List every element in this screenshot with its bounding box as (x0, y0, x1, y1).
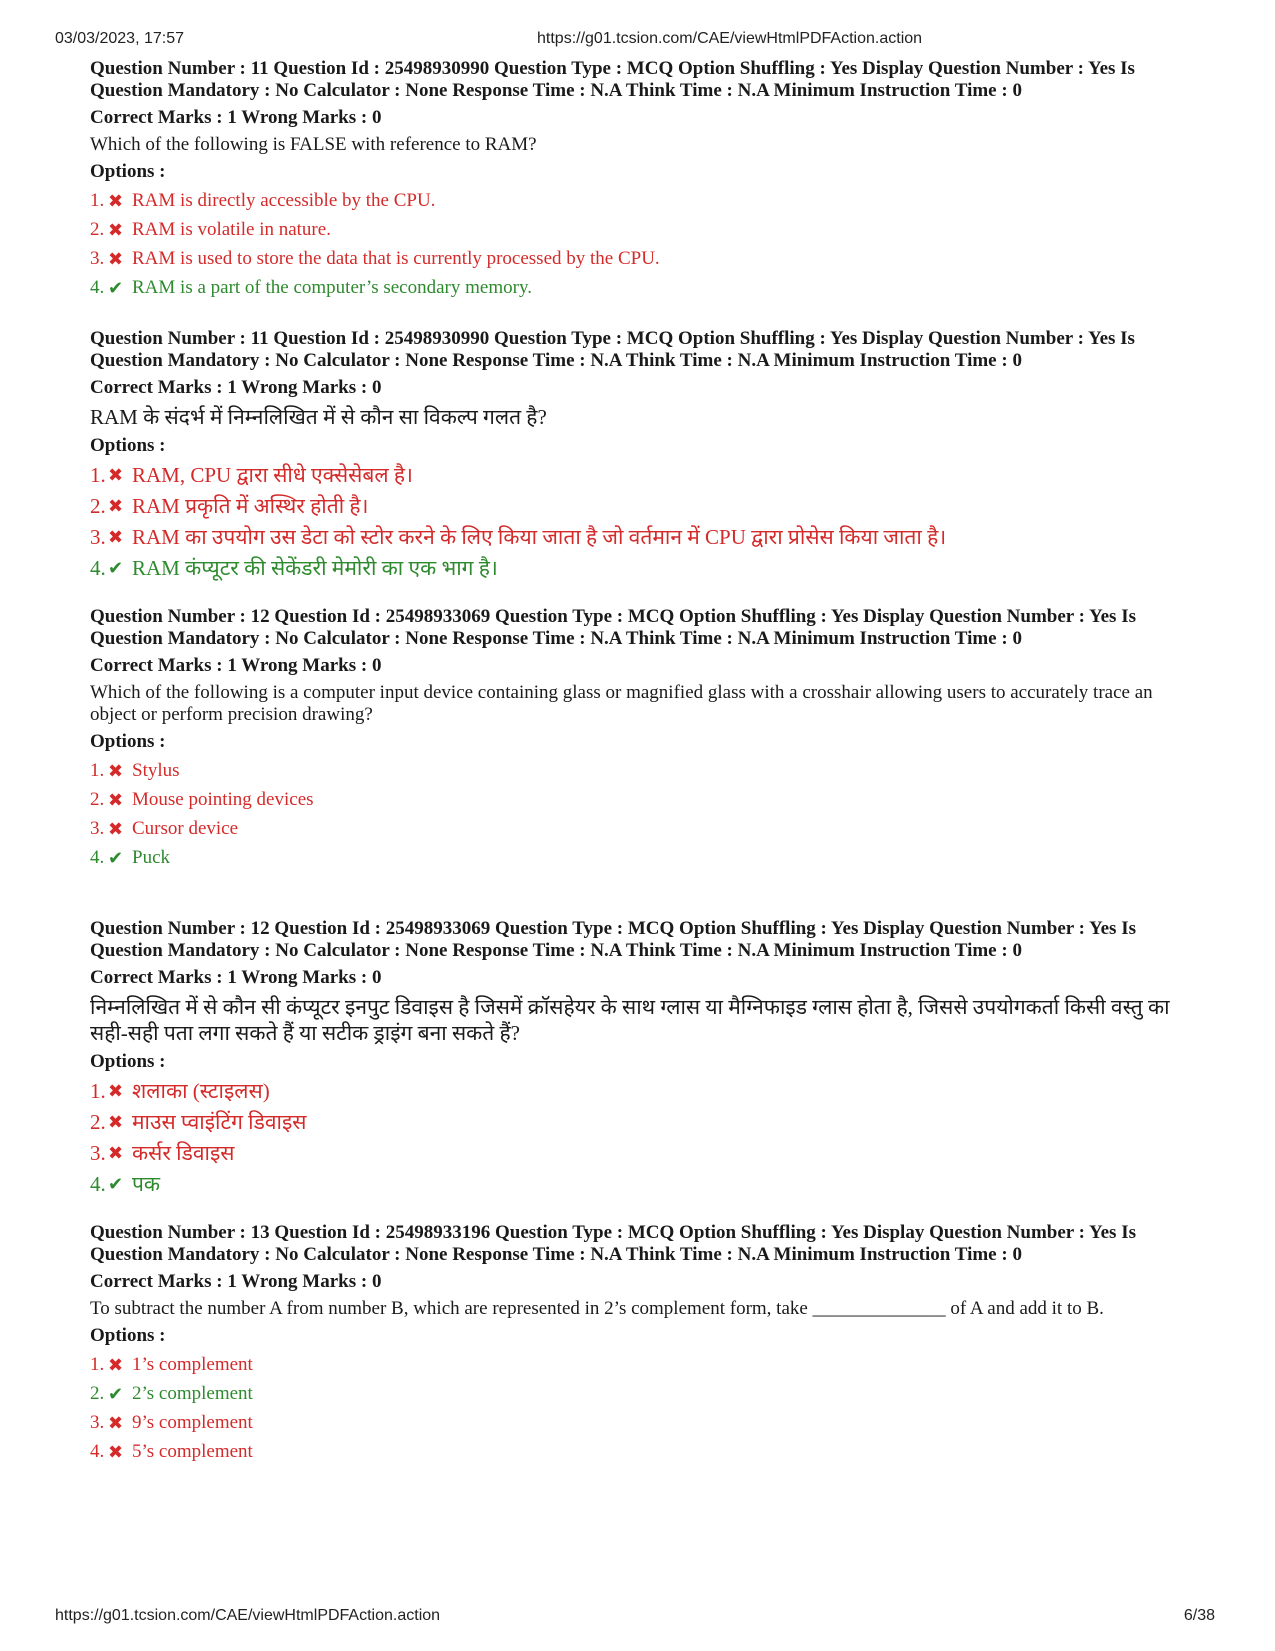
option-text: 9’s complement (132, 1412, 253, 1433)
checkmark-icon: ✔ (108, 1384, 124, 1404)
option-text: RAM is used to store the data that is currently processed by the CPU. (132, 248, 660, 269)
option-number: 3. (90, 525, 106, 549)
cross-icon: ✖ (108, 1081, 124, 1101)
option-item (90, 760, 1190, 782)
option-number: 4. (90, 1441, 105, 1462)
options-label: Options : (90, 161, 166, 182)
question-marks: Correct Marks : 1 Wrong Marks : 0 (90, 1271, 382, 1292)
option-number: 1. (90, 760, 105, 781)
option-text: माउस प्वाइंटिंग डिवाइस (132, 1110, 307, 1134)
option-text: RAM कंप्यूटर की सेकेंडरी मेमोरी का एक भाग है। (132, 556, 498, 580)
option-item (90, 789, 1190, 811)
option-item (90, 1171, 1190, 1197)
cross-icon: ✖ (108, 1442, 124, 1462)
cross-icon: ✖ (108, 496, 124, 516)
option-item (90, 818, 1190, 840)
option-text: RAM is volatile in nature. (132, 219, 331, 240)
question-meta: Question Number : 11 Question Id : 25498930990 Question Type : MCQ Option Shuffling : Yes Display Question Number : Yes Is Question Mandatory : No Calculator : None Response Time : N.A Think Time : N.A Minimum Instruction Time : 0 (90, 328, 1135, 371)
cross-icon: ✖ (108, 220, 124, 240)
question-block (90, 1222, 1190, 1463)
option-text: Mouse pointing devices (132, 789, 314, 810)
question-marks: Correct Marks : 1 Wrong Marks : 0 (90, 655, 382, 676)
question-text: निम्नलिखित में से कौन सी कंप्यूटर इनपुट डिवाइस है जिसमें क्रॉसहेयर के साथ ग्लास या मैग्निफाइड ग्लास होता है, जिससे उपयोगकर्ता किसी वस्तु का सही-सही पता लगा सकते हैं या सटीक ड्राइंग बना सकते हैं? (90, 995, 1170, 1045)
option-item (90, 524, 1190, 550)
option-text: 5’s complement (132, 1441, 253, 1462)
option-item (90, 1383, 1190, 1405)
checkmark-icon: ✔ (108, 1174, 124, 1194)
option-text: Stylus (132, 760, 180, 781)
cross-icon: ✖ (108, 249, 124, 269)
option-item (90, 1140, 1190, 1166)
question-block (90, 328, 1190, 581)
option-text: RAM is a part of the computer’s secondary memory. (132, 277, 532, 298)
option-text: कर्सर डिवाइस (132, 1141, 235, 1165)
question-marks: Correct Marks : 1 Wrong Marks : 0 (90, 107, 382, 128)
question-block (90, 58, 1190, 299)
option-text: RAM is directly accessible by the CPU. (132, 190, 436, 211)
cross-icon: ✖ (108, 465, 124, 485)
print-header-url: https://g01.tcsion.com/CAE/viewHtmlPDFAction.action (537, 30, 923, 47)
option-number: 2. (90, 1383, 105, 1404)
option-number: 2. (90, 219, 105, 240)
option-item (90, 462, 1190, 488)
option-item (90, 1109, 1190, 1135)
option-item (90, 555, 1190, 581)
option-item (90, 493, 1190, 519)
cross-icon: ✖ (108, 1112, 124, 1132)
option-text: RAM का उपयोग उस डेटा को स्टोर करने के लिए किया जाता है जो वर्तमान में CPU द्वारा प्रोसेस किया जाता है। (132, 525, 947, 549)
option-number: 3. (90, 1141, 106, 1165)
option-number: 4. (90, 556, 106, 580)
question-meta: Question Number : 13 Question Id : 25498933196 Question Type : MCQ Option Shuffling : Yes Display Question Number : Yes Is Question Mandatory : No Calculator : None Response Time : N.A Think Time : N.A Minimum Instruction Time : 0 (90, 1222, 1136, 1265)
checkmark-icon: ✔ (108, 558, 124, 578)
option-number: 3. (90, 818, 105, 839)
option-number: 1. (90, 1079, 106, 1103)
cross-icon: ✖ (108, 527, 124, 547)
cross-icon: ✖ (108, 819, 124, 839)
checkmark-icon: ✔ (108, 278, 124, 298)
option-item (90, 219, 1190, 241)
option-item (90, 248, 1190, 270)
question-text: Which of the following is a computer input device containing glass or magnified glass with a crosshair allowing users to accurately trace an object or perform precision drawing? (90, 682, 1153, 725)
cross-icon: ✖ (108, 1355, 124, 1375)
option-number: 2. (90, 1110, 106, 1134)
option-text: Puck (132, 847, 170, 868)
options-label: Options : (90, 1325, 166, 1346)
question-text: Which of the following is FALSE with reference to RAM? (90, 134, 537, 155)
option-text: शलाका (स्टाइलस) (132, 1079, 270, 1103)
option-text: 2’s complement (132, 1383, 253, 1404)
option-number: 2. (90, 789, 105, 810)
option-item (90, 277, 1190, 299)
option-text: पक (132, 1172, 161, 1196)
question-block (90, 606, 1190, 869)
question-text: RAM के संदर्भ में निम्नलिखित में से कौन सा विकल्प गलत है? (90, 405, 547, 429)
option-item (90, 1441, 1190, 1463)
option-text: RAM, CPU द्वारा सीधे एक्सेसेबल है। (132, 463, 413, 487)
option-number: 3. (90, 248, 105, 269)
option-number: 4. (90, 277, 105, 298)
option-number: 1. (90, 463, 106, 487)
cross-icon: ✖ (108, 1143, 124, 1163)
option-number: 2. (90, 494, 106, 518)
option-item (90, 190, 1190, 212)
checkmark-icon: ✔ (108, 848, 124, 868)
question-meta: Question Number : 11 Question Id : 25498930990 Question Type : MCQ Option Shuffling : Yes Display Question Number : Yes Is Question Mandatory : No Calculator : None Response Time : N.A Think Time : N.A Minimum Instruction Time : 0 (90, 58, 1135, 101)
option-item (90, 1078, 1190, 1104)
cross-icon: ✖ (108, 1413, 124, 1433)
question-marks: Correct Marks : 1 Wrong Marks : 0 (90, 377, 382, 398)
option-text: RAM प्रकृति में अस्थिर होती है। (132, 494, 369, 518)
option-number: 4. (90, 1172, 106, 1196)
options-label: Options : (90, 1051, 166, 1072)
options-label: Options : (90, 435, 166, 456)
option-text: 1’s complement (132, 1354, 253, 1375)
question-block (90, 918, 1190, 1197)
option-item (90, 847, 1190, 869)
question-meta: Question Number : 12 Question Id : 25498933069 Question Type : MCQ Option Shuffling : Yes Display Question Number : Yes Is Question Mandatory : No Calculator : None Response Time : N.A Think Time : N.A Minimum Instruction Time : 0 (90, 606, 1136, 649)
print-datetime: 03/03/2023, 17:57 (55, 30, 185, 47)
option-item (90, 1412, 1190, 1434)
option-number: 3. (90, 1412, 105, 1433)
cross-icon: ✖ (108, 761, 124, 781)
cross-icon: ✖ (108, 191, 124, 211)
question-text: To subtract the number A from number B, which are represented in 2’s complement form, take ______________ of A and add it to B. (90, 1298, 1104, 1319)
page-number: 6/38 (1183, 1607, 1215, 1624)
option-number: 1. (90, 190, 105, 211)
cross-icon: ✖ (108, 790, 124, 810)
option-number: 4. (90, 847, 105, 868)
print-footer-url: https://g01.tcsion.com/CAE/viewHtmlPDFAction.action (55, 1607, 441, 1624)
option-text: Cursor device (132, 818, 239, 839)
options-label: Options : (90, 731, 166, 752)
question-marks: Correct Marks : 1 Wrong Marks : 0 (90, 967, 382, 988)
option-number: 1. (90, 1354, 105, 1375)
option-item (90, 1354, 1190, 1376)
question-meta: Question Number : 12 Question Id : 25498933069 Question Type : MCQ Option Shuffling : Yes Display Question Number : Yes Is Question Mandatory : No Calculator : None Response Time : N.A Think Time : N.A Minimum Instruction Time : 0 (90, 918, 1136, 961)
